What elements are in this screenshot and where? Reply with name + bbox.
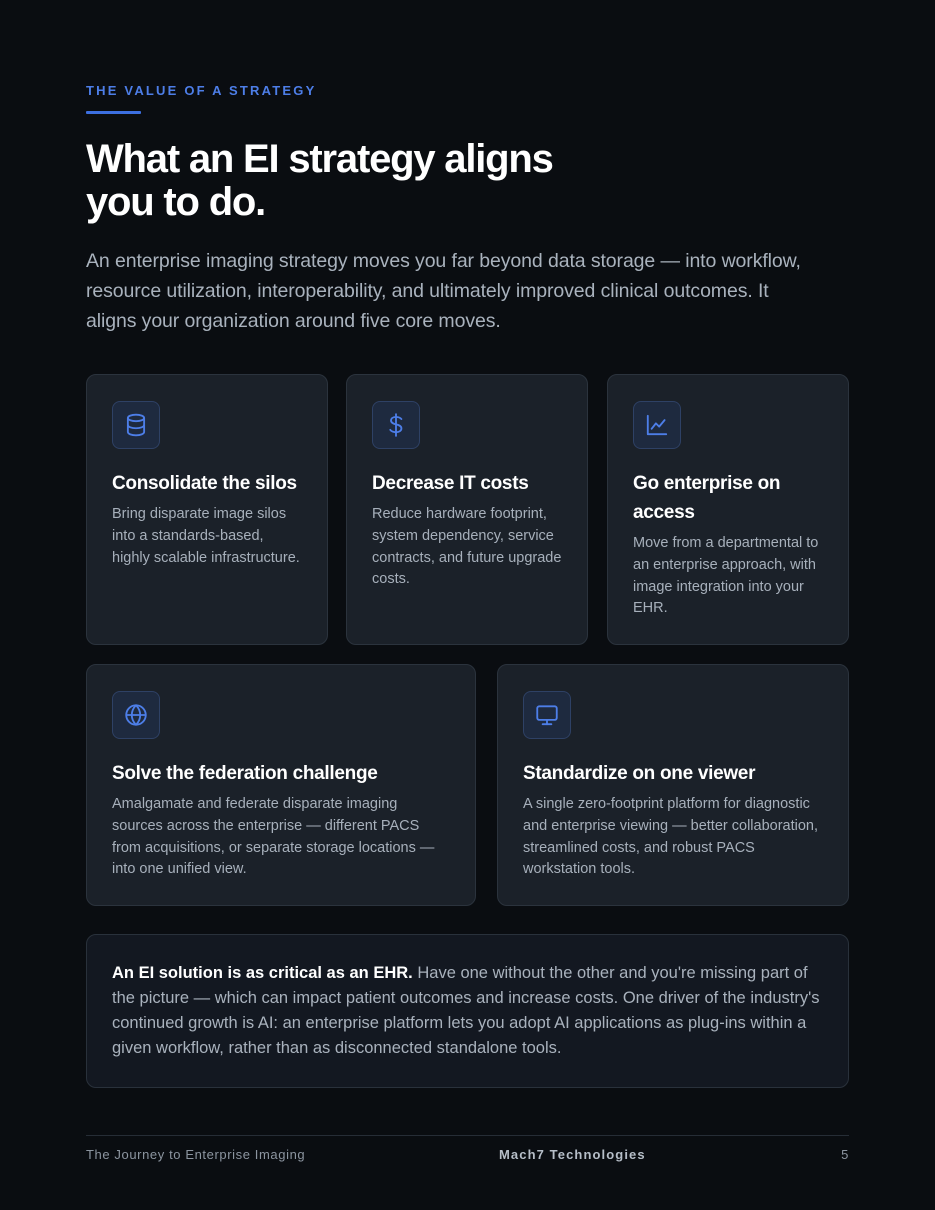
card-title: Decrease IT costs bbox=[372, 473, 529, 494]
card-decrease-it-costs bbox=[346, 374, 588, 645]
callout-text: Have one without the other and you're missing part of the picture — which can impact patient outcomes and increase costs. One driver of the industry's continued growth is AI: an enterprise platform lets you adopt AI applications as plug-ins within a given workflow, rather than as disconnected standalone tools. bbox=[112, 964, 820, 1057]
card-title: Standardize on one viewer bbox=[523, 763, 756, 784]
eyebrow-underline bbox=[86, 111, 141, 114]
monitor-icon bbox=[523, 691, 571, 739]
card-one-viewer bbox=[497, 664, 849, 906]
page-number: 5 bbox=[841, 1147, 849, 1162]
page bbox=[86, 0, 849, 1210]
card-title: Go enterprise on access bbox=[633, 473, 781, 523]
card-description: Reduce hardware footprint, system dependency, service contracts, and future upgrade costs. bbox=[372, 506, 562, 588]
database-icon bbox=[112, 401, 160, 449]
intro-paragraph: An enterprise imaging strategy moves you far beyond data storage — into workflow, resource utilization, interoperability, and ultimately improved clinical outcomes. It aligns your organization around five core moves. bbox=[86, 250, 801, 332]
dollar-icon bbox=[372, 401, 420, 449]
section-eyebrow: THE VALUE OF A STRATEGY bbox=[86, 83, 317, 98]
page-headline: What an EI strategy aligns you to do. bbox=[86, 137, 553, 224]
ehr-callout bbox=[86, 934, 849, 1088]
globe-icon bbox=[112, 691, 160, 739]
card-federation-challenge bbox=[86, 664, 476, 906]
card-description: Amalgamate and federate disparate imaging sources across the enterprise — different PACS from acquisitions, or separate storage locations — into one unified view. bbox=[112, 796, 435, 878]
card-title: Consolidate the silos bbox=[112, 473, 297, 494]
callout-lead: An EI solution is as critical as an EHR. bbox=[112, 964, 413, 982]
footer-divider bbox=[86, 1135, 849, 1136]
footer-document-title: The Journey to Enterprise Imaging bbox=[86, 1147, 306, 1162]
card-description: A single zero-footprint platform for diagnostic and enterprise viewing — better collaboration, streamlined costs, and robust PACS workstation tools. bbox=[523, 796, 818, 878]
card-description: Move from a departmental to an enterprise approach, with image integration into your EHR. bbox=[633, 535, 819, 617]
card-title: Solve the federation challenge bbox=[112, 763, 378, 784]
line-chart-icon bbox=[633, 401, 681, 449]
card-enterprise-access bbox=[607, 374, 849, 645]
card-description: Bring disparate image silos into a standards-based, highly scalable infrastructure. bbox=[112, 506, 300, 566]
card-consolidate-silos bbox=[86, 374, 328, 645]
footer-company-name: Mach7 Technologies bbox=[499, 1147, 646, 1162]
